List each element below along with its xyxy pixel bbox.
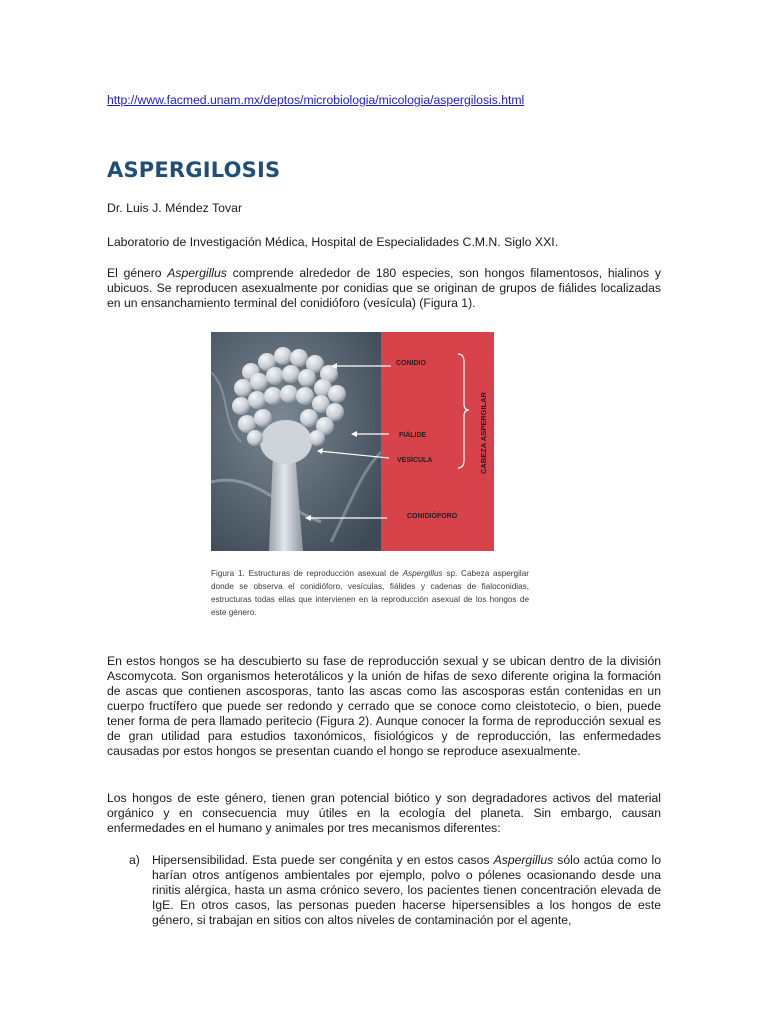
intro-paragraph <box>107 266 661 311</box>
list-marker: a) <box>129 853 140 867</box>
label-fialide: FIÁLIDE <box>399 432 427 439</box>
list-item-text <box>152 853 661 928</box>
label-conidio: CONIDIO <box>396 360 426 367</box>
intro-text-end: comprende alrededor de 180 especies, son hongos filamentosos, hialinos y ubicuos. Se reproducen asexualmente por conidias que se originan de grupos de fiálides localizadas en un ensanchamiento terminal del conidióforo (vesícula) (Figura 1). <box>107 266 661 310</box>
list-text-end: sólo actúa como lo harían otros antígenos ambientales por ejemplo, polvo o pólenes ocasionando desde una rinitis alérgica, hasta un asma crónico severo, los pacientes tienen concentración elevada de IgE. En otros casos, las personas pueden hacerse hipersensibles a los hongos de este género, si trabajan en sitios con altos niveles de contaminación por el agente, <box>152 853 661 927</box>
figure-caption <box>211 567 529 619</box>
label-conidioforo: CONIDIÓFORO <box>407 513 458 520</box>
source-link[interactable]: http://www.facmed.unam.mx/deptos/microbiologia/micologia/aspergilosis.html <box>107 93 525 107</box>
caption-genus: Aspergillus <box>402 569 443 578</box>
list-genus: Aspergillus <box>493 853 554 867</box>
author-line: Dr. Luis J. Méndez Tovar <box>107 201 243 215</box>
page-title: ASPERGILOSIS <box>107 158 281 182</box>
sexual-reproduction-paragraph: En estos hongos se ha descubierto su fase de reproducción sexual y se ubican dentro de la división Ascomycota. Son organismos heterotálicos y la unión de hifas de sexo diferente origina la formación de ascas que contienen ascosporas, tanto las ascas como las ascosporas están contenidas en un cuerpo fructífero que puede ser redondo y cerrado que se conoce como cleistotecio, o bien, puede tener forma de pera llamado peritecio (Figura 2). Aunque conocer la forma de reproducción sexual es de gran utilidad para estudios taxonómicos, fisiológicos y de reproducción, las enfermedades causadas por estos hongos se presentan cuando el hongo se reproduce asexualmente. <box>107 654 661 758</box>
figure-1 <box>211 332 494 551</box>
caption-text-start: Figura 1. Estructuras de reproducción asexual de <box>211 569 403 578</box>
genus-name: Aspergillus <box>167 266 227 280</box>
pathogenic-mechanisms-paragraph: Los hongos de este género, tienen gran potencial biótico y son degradadores activos del material orgánico y en consecuencia muy útiles en la ecología del planeta. Sin embargo, causan enfermedades en el humano y animales por tres mecanismos diferentes: <box>107 791 661 835</box>
label-vesicula: VESÍCULA <box>397 457 433 464</box>
label-cabeza-aspergilar: CABEZA ASPERGILAR <box>479 392 488 474</box>
intro-text-start: El género <box>107 266 168 280</box>
vesicle <box>260 420 312 464</box>
list-text-start: Hipersensibilidad. Esta puede ser congénita y en estos casos <box>152 853 494 867</box>
caption-text-end: sp. Cabeza aspergilar donde se observa el conidióforo, vesículas, fiálides y cadenas de fialoconidias, estructuras todas ellas que intervienen en la reproducción asexual de los hongos de este género. <box>211 569 529 617</box>
aspergillus-micrograph <box>211 332 494 551</box>
affiliation-line: Laboratorio de Investigación Médica, Hospital de Especialidades C.M.N. Siglo XXI. <box>107 235 559 249</box>
